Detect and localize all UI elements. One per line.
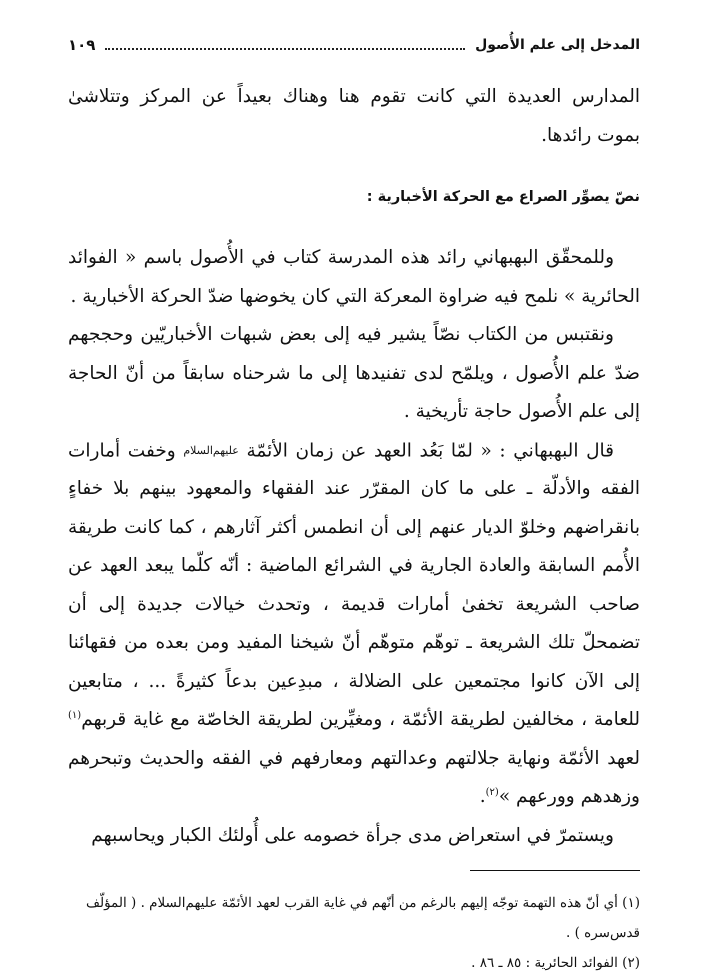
paragraph-quote-intro: ونقتبس من الكتاب نصّاً يشير فيه إلى بعض شبهات الأخباريّين وحججهم ضدّ علم الأُصول ، ويلمّح لدى تفنيدها إلى ما شرحناه سابقاً من أنّ الحاجة إلى علم الأُصول حاجة تأريخية . [68, 324, 640, 422]
paragraph-intro: وللمحقّق البهبهاني رائد هذه المدرسة كتاب في الأُصول باسم « الفوائد الحائرية » نلمح فيه ضراوة المعركة التي كان يخوضها ضدّ الحركة الأخبارية . [68, 247, 640, 307]
footnote-1: (١) أي أنّ هذه التهمة توجّه إليهم بالرغم من أنّهم في غاية القرب لعهد الأئمّة عليهم‌السلام . ( المؤلّف قدس‌سره ) . [85, 895, 640, 941]
footnote-separator [470, 870, 640, 871]
book-title: المدخل إلى علم الأُصول [475, 37, 640, 53]
section-subheading: نصّ يصوِّر الصراع مع الحركة الأخبارية : [366, 189, 640, 205]
page [68, 26, 640, 971]
quotation-part-2: وخفت أمارات الفقه والأدلّة ـ على ما كان المقرّر عند الفقهاء والمعهود بينهم بلا خفاءٍ بانقراضهم وخلوّ الديار عنهم إلى أن انطمس أكثر آثارهم ، كما كانت طريقة الأُمم السابقة والعادة الجارية في الشرائع الماضية : أنّه كلّما يبعد العهد عن صاحب الشريعة تخفىٰ أمارات قديمة ، وتحدث خيالات جديدة إلى أن تضمحلّ تلك الشريعة ـ توهّم متوهّم أنّ شيخنا المفيد ومن بعده من فقهائنا إلى الآن كانوا مجتمعين على الضلالة ، مبدِعين بدعاً كثيرةً ... ، متابعين للعامة ، مخالفين لطريقة الأئمّة ، ومغيِّرين لطريقة الخاصّة مع غاية قربهم [68, 439, 640, 731]
footnote-ref-1[interactable]: (١) [68, 710, 82, 722]
quotation-part-3: لعهد الأئمّة ونهاية جلالتهم وعدالتهم ومعارفهم في الفقه والحديث وتبحرهم وزهدهم وورعهم » [68, 747, 640, 808]
honorific-mark: عليهم‌السلام [183, 443, 239, 457]
quotation-part-1: قال البهبهاني : « لمّا بَعُد العهد عن زمان الأئمّة [246, 439, 614, 461]
paragraph-continuing: ويستمرّ في استعراض مدى جرأة خصومه على أُولئك الكبار ويحاسبهم [91, 824, 614, 846]
dot-leader [105, 48, 465, 50]
running-header [68, 32, 640, 58]
footnote-2: (٢) الفوائد الحائرية : ٨٥ ـ ٨٦ . [471, 955, 640, 971]
page-number: ١٠٩ [68, 36, 96, 54]
paragraph-continuation: المدارس العديدة التي كانت تقوم هنا وهناك بعيداً عن المركز وتتلاشىٰ بموت رائدها. [68, 86, 640, 146]
footnotes [68, 888, 640, 978]
body-text [68, 78, 640, 855]
quotation-end: . [479, 786, 486, 808]
footnote-ref-2[interactable]: (٢) [485, 787, 499, 799]
paragraph-quotation [68, 432, 640, 817]
